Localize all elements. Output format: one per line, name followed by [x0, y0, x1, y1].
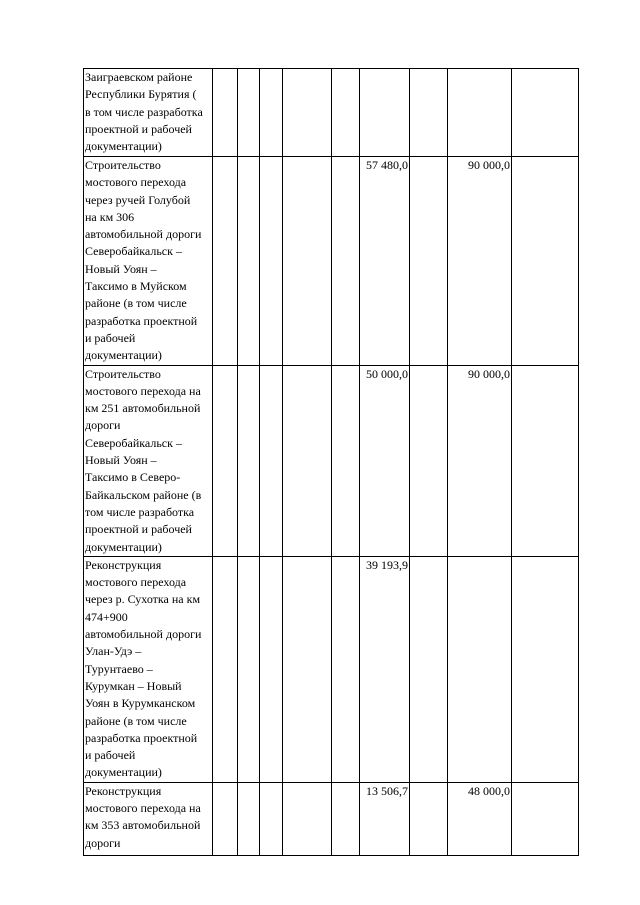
empty-cell	[410, 782, 448, 855]
empty-cell	[512, 556, 579, 782]
empty-cell	[512, 782, 579, 855]
empty-cell	[260, 782, 283, 855]
empty-cell	[283, 157, 332, 366]
empty-cell	[410, 157, 448, 366]
empty-cell	[512, 365, 579, 556]
empty-cell	[512, 69, 579, 157]
amount-cell: 90 000,0	[448, 365, 512, 556]
empty-cell	[238, 69, 260, 157]
empty-cell	[260, 69, 283, 157]
object-name-cell: Заиграевском районе Республики Бурятия ( в том числе разработка проектной и рабочей документации)	[84, 69, 213, 157]
object-name-cell: Реконструкция мостового перехода через р. Сухотка на км 474+900 автомобильной дороги Улан-Удэ – Туpунтаево – Курумкан – Новый Уоян в Курумканском районе (в том числе разработка проектной и рабочей документации)	[84, 556, 213, 782]
amount-cell	[360, 69, 410, 157]
empty-cell	[512, 157, 579, 366]
empty-cell	[283, 556, 332, 782]
empty-cell	[410, 556, 448, 782]
object-name-cell: Строительство мостового перехода через ручей Голубой на км 306 автомобильной дороги Северобайкальск – Новый Уоян – Таксимо в Муйском районе (в том числе разработка проектной и рабочей документации)	[84, 157, 213, 366]
table-row	[84, 69, 579, 157]
empty-cell	[260, 556, 283, 782]
object-name-cell: Строительство мостового перехода на км 251 автомобильной дороги Северобайкальск – Новый Уоян – Таксимо в Северо- Байкальском районе (в том числе разработка проектной и рабочей документации)	[84, 365, 213, 556]
empty-cell	[283, 365, 332, 556]
amount-cell: 13 506,7	[360, 782, 410, 855]
amount-cell: 39 193,9	[360, 556, 410, 782]
amount-cell	[448, 69, 512, 157]
empty-cell	[213, 69, 238, 157]
empty-cell	[283, 69, 332, 157]
empty-cell	[332, 782, 360, 855]
amount-cell: 48 000,0	[448, 782, 512, 855]
empty-cell	[213, 782, 238, 855]
empty-cell	[238, 556, 260, 782]
table-row	[84, 556, 579, 782]
table-row	[84, 782, 579, 855]
amount-cell	[448, 556, 512, 782]
object-name-cell: Реконструкция мостового перехода на км 353 автомобильной дороги	[84, 782, 213, 855]
empty-cell	[332, 69, 360, 157]
empty-cell	[238, 157, 260, 366]
empty-cell	[410, 365, 448, 556]
empty-cell	[213, 365, 238, 556]
amount-cell: 50 000,0	[360, 365, 410, 556]
table-row	[84, 157, 579, 366]
empty-cell	[238, 365, 260, 556]
empty-cell	[410, 69, 448, 157]
empty-cell	[213, 556, 238, 782]
amount-cell: 90 000,0	[448, 157, 512, 366]
empty-cell	[260, 157, 283, 366]
empty-cell	[332, 157, 360, 366]
table-row	[84, 365, 579, 556]
empty-cell	[238, 782, 260, 855]
empty-cell	[332, 365, 360, 556]
empty-cell	[283, 782, 332, 855]
empty-cell	[213, 157, 238, 366]
empty-cell	[332, 556, 360, 782]
amount-cell: 57 480,0	[360, 157, 410, 366]
empty-cell	[260, 365, 283, 556]
budget-table	[83, 68, 579, 856]
